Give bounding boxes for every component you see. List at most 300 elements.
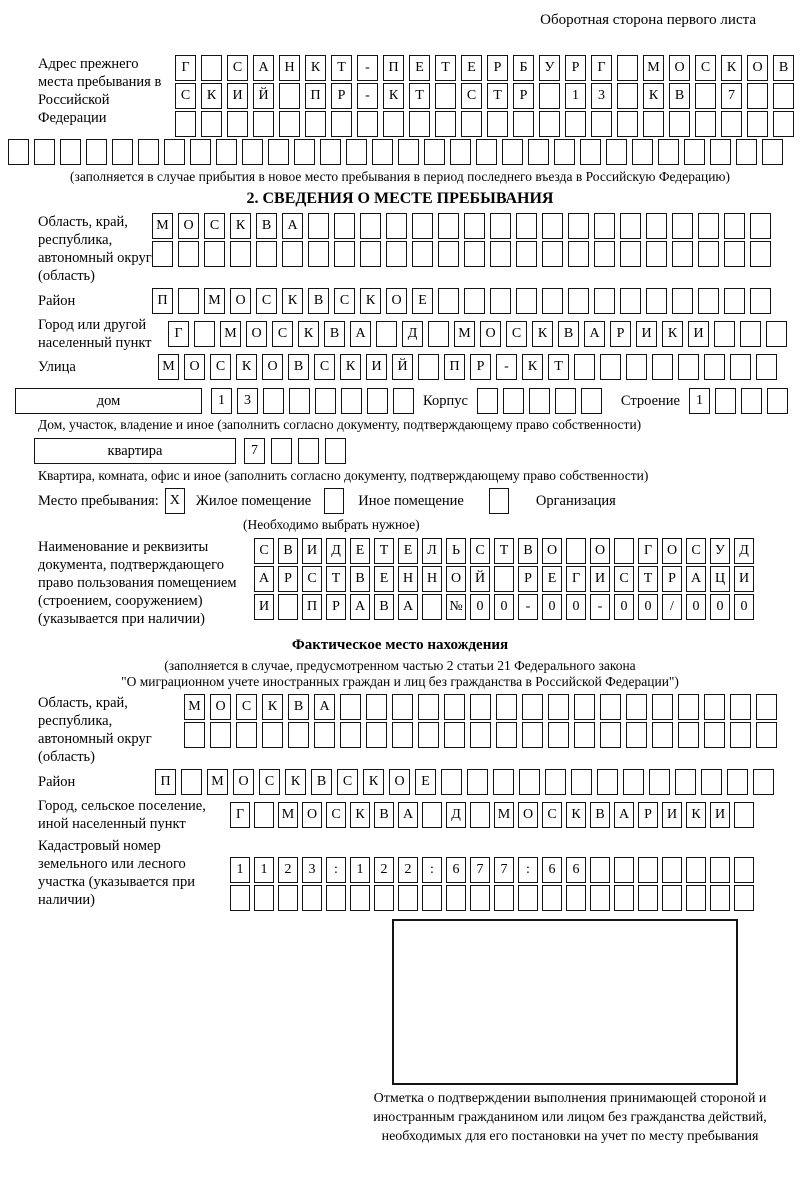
char-cell[interactable]: 0 (686, 594, 706, 620)
char-cell[interactable]: А (686, 566, 706, 592)
char-cell[interactable]: С (227, 55, 248, 81)
char-cell[interactable] (571, 769, 592, 795)
char-cell[interactable]: 0 (638, 594, 658, 620)
char-cell[interactable]: Р (331, 83, 352, 109)
char-cell[interactable] (346, 139, 367, 165)
char-cell[interactable]: 6 (446, 857, 466, 883)
char-cell[interactable] (519, 769, 540, 795)
char-cell[interactable]: В (374, 802, 394, 828)
char-cell[interactable] (450, 139, 471, 165)
char-cell[interactable]: / (662, 594, 682, 620)
char-cell[interactable] (386, 241, 407, 267)
char-cell[interactable]: В (288, 354, 309, 380)
char-cell[interactable]: А (398, 594, 418, 620)
char-cell[interactable] (724, 241, 745, 267)
char-cell[interactable] (278, 885, 298, 911)
char-cell[interactable] (710, 885, 730, 911)
char-cell[interactable]: - (590, 594, 610, 620)
char-cell[interactable] (516, 288, 537, 314)
char-cell[interactable] (518, 885, 538, 911)
char-cell[interactable] (334, 241, 355, 267)
char-cell[interactable]: И (734, 566, 754, 592)
char-cell[interactable]: Е (398, 538, 418, 564)
char-cell[interactable]: Р (518, 566, 538, 592)
char-cell[interactable]: С (236, 694, 257, 720)
char-cell[interactable] (678, 722, 699, 748)
char-cell[interactable]: : (518, 857, 538, 883)
char-cell[interactable]: И (227, 83, 248, 109)
char-cell[interactable]: П (155, 769, 176, 795)
char-cell[interactable] (724, 288, 745, 314)
char-cell[interactable]: С (337, 769, 358, 795)
char-cell[interactable] (372, 139, 393, 165)
char-cell[interactable] (542, 288, 563, 314)
char-cell[interactable]: С (326, 802, 346, 828)
char-cell[interactable] (672, 241, 693, 267)
char-cell[interactable] (704, 722, 725, 748)
char-cell[interactable] (528, 139, 549, 165)
char-cell[interactable] (590, 885, 610, 911)
char-cell[interactable]: 2 (398, 857, 418, 883)
char-cell[interactable]: И (590, 566, 610, 592)
char-cell[interactable] (727, 769, 748, 795)
char-cell[interactable]: Г (638, 538, 658, 564)
char-cell[interactable] (60, 139, 81, 165)
char-cell[interactable]: К (643, 83, 664, 109)
char-cell[interactable]: К (350, 802, 370, 828)
char-cell[interactable] (262, 722, 283, 748)
char-cell[interactable] (568, 288, 589, 314)
char-cell[interactable] (594, 213, 615, 239)
char-cell[interactable] (409, 111, 430, 137)
char-cell[interactable] (750, 241, 771, 267)
char-cell[interactable] (614, 885, 634, 911)
char-cell[interactable] (756, 722, 777, 748)
char-cell[interactable] (741, 388, 762, 414)
char-cell[interactable]: : (422, 857, 442, 883)
char-cell[interactable]: 7 (494, 857, 514, 883)
char-cell[interactable]: П (152, 288, 173, 314)
char-cell[interactable] (164, 139, 185, 165)
char-cell[interactable]: В (308, 288, 329, 314)
char-cell[interactable] (392, 722, 413, 748)
char-cell[interactable] (652, 354, 673, 380)
char-cell[interactable] (438, 213, 459, 239)
char-cell[interactable]: К (686, 802, 706, 828)
char-cell[interactable] (446, 885, 466, 911)
char-cell[interactable] (461, 111, 482, 137)
char-cell[interactable] (614, 538, 634, 564)
char-cell[interactable] (444, 694, 465, 720)
char-cell[interactable]: В (288, 694, 309, 720)
char-cell[interactable]: Т (435, 55, 456, 81)
char-cell[interactable]: О (518, 802, 538, 828)
char-cell[interactable] (643, 111, 664, 137)
char-cell[interactable] (620, 241, 641, 267)
char-cell[interactable] (376, 321, 397, 347)
char-cell[interactable]: О (184, 354, 205, 380)
char-cell[interactable] (278, 594, 298, 620)
char-cell[interactable] (614, 857, 634, 883)
char-cell[interactable] (724, 213, 745, 239)
char-cell[interactable] (340, 694, 361, 720)
char-cell[interactable] (600, 722, 621, 748)
char-cell[interactable]: А (282, 213, 303, 239)
char-cell[interactable] (86, 139, 107, 165)
char-cell[interactable] (422, 885, 442, 911)
char-cell[interactable] (715, 388, 736, 414)
char-cell[interactable]: В (350, 566, 370, 592)
char-cell[interactable]: А (253, 55, 274, 81)
char-cell[interactable]: О (386, 288, 407, 314)
char-cell[interactable]: С (470, 538, 490, 564)
char-cell[interactable]: А (614, 802, 634, 828)
char-cell[interactable] (366, 694, 387, 720)
char-cell[interactable]: К (566, 802, 586, 828)
char-cell[interactable] (753, 769, 774, 795)
char-cell[interactable]: М (184, 694, 205, 720)
char-cell[interactable] (516, 241, 537, 267)
char-cell[interactable]: Г (591, 55, 612, 81)
char-cell[interactable] (626, 694, 647, 720)
char-cell[interactable] (548, 694, 569, 720)
char-cell[interactable]: Т (331, 55, 352, 81)
char-cell[interactable]: Р (487, 55, 508, 81)
char-cell[interactable] (600, 694, 621, 720)
char-cell[interactable]: 7 (721, 83, 742, 109)
char-cell[interactable]: - (357, 83, 378, 109)
char-cell[interactable] (325, 438, 346, 464)
char-cell[interactable] (210, 722, 231, 748)
char-cell[interactable] (428, 321, 449, 347)
char-cell[interactable]: А (350, 321, 371, 347)
char-cell[interactable] (490, 288, 511, 314)
char-cell[interactable]: Р (565, 55, 586, 81)
char-cell[interactable] (181, 769, 202, 795)
char-cell[interactable]: К (285, 769, 306, 795)
char-cell[interactable]: Е (409, 55, 430, 81)
char-cell[interactable] (279, 111, 300, 137)
char-cell[interactable] (747, 111, 768, 137)
char-cell[interactable]: Р (278, 566, 298, 592)
char-cell[interactable]: 0 (494, 594, 514, 620)
char-cell[interactable] (464, 241, 485, 267)
char-cell[interactable]: О (302, 802, 322, 828)
char-cell[interactable] (646, 241, 667, 267)
char-cell[interactable] (646, 213, 667, 239)
char-cell[interactable]: И (710, 802, 730, 828)
char-cell[interactable]: Р (638, 802, 658, 828)
char-cell[interactable] (490, 241, 511, 267)
char-cell[interactable] (704, 354, 725, 380)
char-cell[interactable] (320, 139, 341, 165)
char-cell[interactable] (298, 438, 319, 464)
char-cell[interactable] (236, 722, 257, 748)
char-cell[interactable] (190, 139, 211, 165)
char-cell[interactable] (669, 111, 690, 137)
char-cell[interactable] (470, 802, 490, 828)
char-cell[interactable] (730, 722, 751, 748)
char-cell[interactable]: С (695, 55, 716, 81)
char-cell[interactable]: О (662, 538, 682, 564)
char-cell[interactable]: М (152, 213, 173, 239)
char-cell[interactable]: М (454, 321, 475, 347)
char-cell[interactable]: 0 (614, 594, 634, 620)
char-cell[interactable]: С (204, 213, 225, 239)
char-cell[interactable]: К (363, 769, 384, 795)
char-cell[interactable] (438, 241, 459, 267)
char-cell[interactable]: О (230, 288, 251, 314)
char-cell[interactable]: С (461, 83, 482, 109)
char-cell[interactable]: В (669, 83, 690, 109)
char-cell[interactable]: О (178, 213, 199, 239)
char-cell[interactable] (686, 885, 706, 911)
char-cell[interactable] (773, 83, 794, 109)
char-cell[interactable]: П (305, 83, 326, 109)
char-cell[interactable] (701, 769, 722, 795)
char-cell[interactable]: 0 (710, 594, 730, 620)
char-cell[interactable] (617, 55, 638, 81)
char-cell[interactable]: О (747, 55, 768, 81)
char-cell[interactable] (178, 241, 199, 267)
char-cell[interactable]: И (302, 538, 322, 564)
char-cell[interactable] (662, 885, 682, 911)
char-cell[interactable]: В (374, 594, 394, 620)
char-cell[interactable]: Е (350, 538, 370, 564)
char-cell[interactable] (289, 388, 310, 414)
char-cell[interactable]: Л (422, 538, 442, 564)
char-cell[interactable]: Е (374, 566, 394, 592)
char-cell[interactable]: 0 (542, 594, 562, 620)
char-cell[interactable]: К (360, 288, 381, 314)
char-cell[interactable] (516, 213, 537, 239)
char-cell[interactable] (357, 111, 378, 137)
char-cell[interactable]: В (311, 769, 332, 795)
char-cell[interactable] (326, 885, 346, 911)
char-cell[interactable] (548, 722, 569, 748)
char-cell[interactable] (756, 354, 777, 380)
char-cell[interactable]: Е (412, 288, 433, 314)
char-cell[interactable]: С (259, 769, 280, 795)
char-cell[interactable] (493, 769, 514, 795)
stay-option-other-checkbox[interactable] (324, 488, 344, 514)
char-cell[interactable] (418, 694, 439, 720)
char-cell[interactable]: К (236, 354, 257, 380)
char-cell[interactable] (594, 241, 615, 267)
char-cell[interactable] (522, 694, 543, 720)
char-cell[interactable]: Б (513, 55, 534, 81)
char-cell[interactable]: О (210, 694, 231, 720)
char-cell[interactable]: Р (470, 354, 491, 380)
char-cell[interactable] (386, 213, 407, 239)
char-cell[interactable] (503, 388, 524, 414)
char-cell[interactable]: К (721, 55, 742, 81)
char-cell[interactable] (617, 83, 638, 109)
char-cell[interactable] (555, 388, 576, 414)
char-cell[interactable]: Д (326, 538, 346, 564)
char-cell[interactable] (341, 388, 362, 414)
char-cell[interactable]: М (204, 288, 225, 314)
char-cell[interactable]: Т (548, 354, 569, 380)
char-cell[interactable] (652, 694, 673, 720)
char-cell[interactable] (646, 288, 667, 314)
char-cell[interactable]: 3 (302, 857, 322, 883)
char-cell[interactable] (574, 722, 595, 748)
char-cell[interactable]: Р (513, 83, 534, 109)
char-cell[interactable]: С (506, 321, 527, 347)
char-cell[interactable]: У (539, 55, 560, 81)
char-cell[interactable]: В (324, 321, 345, 347)
char-cell[interactable]: Т (326, 566, 346, 592)
char-cell[interactable] (672, 288, 693, 314)
char-cell[interactable] (392, 694, 413, 720)
char-cell[interactable]: П (444, 354, 465, 380)
char-cell[interactable]: П (302, 594, 322, 620)
char-cell[interactable]: 1 (565, 83, 586, 109)
char-cell[interactable] (623, 769, 644, 795)
char-cell[interactable]: С (614, 566, 634, 592)
char-cell[interactable] (494, 885, 514, 911)
char-cell[interactable] (539, 111, 560, 137)
char-cell[interactable] (418, 354, 439, 380)
char-cell[interactable]: М (207, 769, 228, 795)
char-cell[interactable]: С (542, 802, 562, 828)
char-cell[interactable]: И (688, 321, 709, 347)
char-cell[interactable]: О (480, 321, 501, 347)
char-cell[interactable]: Т (638, 566, 658, 592)
char-cell[interactable]: 6 (542, 857, 562, 883)
char-cell[interactable] (476, 139, 497, 165)
char-cell[interactable] (374, 885, 394, 911)
char-cell[interactable] (418, 722, 439, 748)
char-cell[interactable]: 6 (566, 857, 586, 883)
char-cell[interactable] (470, 694, 491, 720)
char-cell[interactable]: М (220, 321, 241, 347)
char-cell[interactable] (695, 111, 716, 137)
char-cell[interactable] (477, 388, 498, 414)
char-cell[interactable] (734, 802, 754, 828)
char-cell[interactable]: К (383, 83, 404, 109)
char-cell[interactable] (766, 321, 787, 347)
char-cell[interactable]: К (532, 321, 553, 347)
char-cell[interactable] (734, 857, 754, 883)
char-cell[interactable]: И (636, 321, 657, 347)
char-cell[interactable]: Н (398, 566, 418, 592)
char-cell[interactable] (178, 288, 199, 314)
char-cell[interactable] (747, 83, 768, 109)
char-cell[interactable]: Г (168, 321, 189, 347)
char-cell[interactable]: Т (494, 538, 514, 564)
char-cell[interactable]: К (282, 288, 303, 314)
char-cell[interactable] (620, 213, 641, 239)
char-cell[interactable] (194, 321, 215, 347)
char-cell[interactable] (638, 857, 658, 883)
char-cell[interactable] (175, 111, 196, 137)
char-cell[interactable] (672, 213, 693, 239)
char-cell[interactable] (574, 354, 595, 380)
char-cell[interactable] (594, 288, 615, 314)
char-cell[interactable]: П (383, 55, 404, 81)
char-cell[interactable] (271, 438, 292, 464)
char-cell[interactable] (441, 769, 462, 795)
char-cell[interactable] (435, 83, 456, 109)
char-cell[interactable] (288, 722, 309, 748)
char-cell[interactable] (502, 139, 523, 165)
char-cell[interactable] (438, 288, 459, 314)
char-cell[interactable] (542, 241, 563, 267)
char-cell[interactable] (334, 213, 355, 239)
char-cell[interactable] (626, 722, 647, 748)
char-cell[interactable]: 7 (470, 857, 490, 883)
char-cell[interactable] (750, 288, 771, 314)
char-cell[interactable]: Р (610, 321, 631, 347)
char-cell[interactable]: С (334, 288, 355, 314)
char-cell[interactable] (652, 722, 673, 748)
char-cell[interactable] (730, 694, 751, 720)
char-cell[interactable]: Й (253, 83, 274, 109)
char-cell[interactable] (422, 594, 442, 620)
char-cell[interactable]: 2 (278, 857, 298, 883)
char-cell[interactable] (678, 694, 699, 720)
char-cell[interactable]: В (256, 213, 277, 239)
char-cell[interactable] (268, 139, 289, 165)
char-cell[interactable] (242, 139, 263, 165)
char-cell[interactable] (542, 213, 563, 239)
char-cell[interactable] (201, 111, 222, 137)
char-cell[interactable]: Р (326, 594, 346, 620)
char-cell[interactable] (470, 885, 490, 911)
char-cell[interactable] (649, 769, 670, 795)
char-cell[interactable] (730, 354, 751, 380)
char-cell[interactable]: Н (422, 566, 442, 592)
char-cell[interactable]: 1 (254, 857, 274, 883)
char-cell[interactable]: С (256, 288, 277, 314)
char-cell[interactable] (580, 139, 601, 165)
char-cell[interactable] (470, 722, 491, 748)
char-cell[interactable] (490, 213, 511, 239)
char-cell[interactable] (308, 213, 329, 239)
char-cell[interactable]: А (398, 802, 418, 828)
char-cell[interactable] (467, 769, 488, 795)
char-cell[interactable]: О (590, 538, 610, 564)
char-cell[interactable] (383, 111, 404, 137)
char-cell[interactable] (360, 241, 381, 267)
stay-option-residential-checkbox[interactable]: X (165, 488, 185, 514)
char-cell[interactable]: С (686, 538, 706, 564)
char-cell[interactable]: К (340, 354, 361, 380)
char-cell[interactable]: И (254, 594, 274, 620)
char-cell[interactable]: 0 (470, 594, 490, 620)
char-cell[interactable]: Й (392, 354, 413, 380)
char-cell[interactable] (568, 213, 589, 239)
char-cell[interactable] (626, 354, 647, 380)
char-cell[interactable] (254, 885, 274, 911)
char-cell[interactable] (617, 111, 638, 137)
char-cell[interactable] (422, 802, 442, 828)
char-cell[interactable] (714, 321, 735, 347)
char-cell[interactable] (721, 111, 742, 137)
char-cell[interactable]: А (254, 566, 274, 592)
char-cell[interactable] (412, 241, 433, 267)
char-cell[interactable] (662, 857, 682, 883)
char-cell[interactable]: Н (279, 55, 300, 81)
char-cell[interactable]: К (201, 83, 222, 109)
char-cell[interactable]: В (278, 538, 298, 564)
char-cell[interactable]: 2 (374, 857, 394, 883)
char-cell[interactable] (736, 139, 757, 165)
char-cell[interactable] (740, 321, 761, 347)
char-cell[interactable]: 3 (591, 83, 612, 109)
